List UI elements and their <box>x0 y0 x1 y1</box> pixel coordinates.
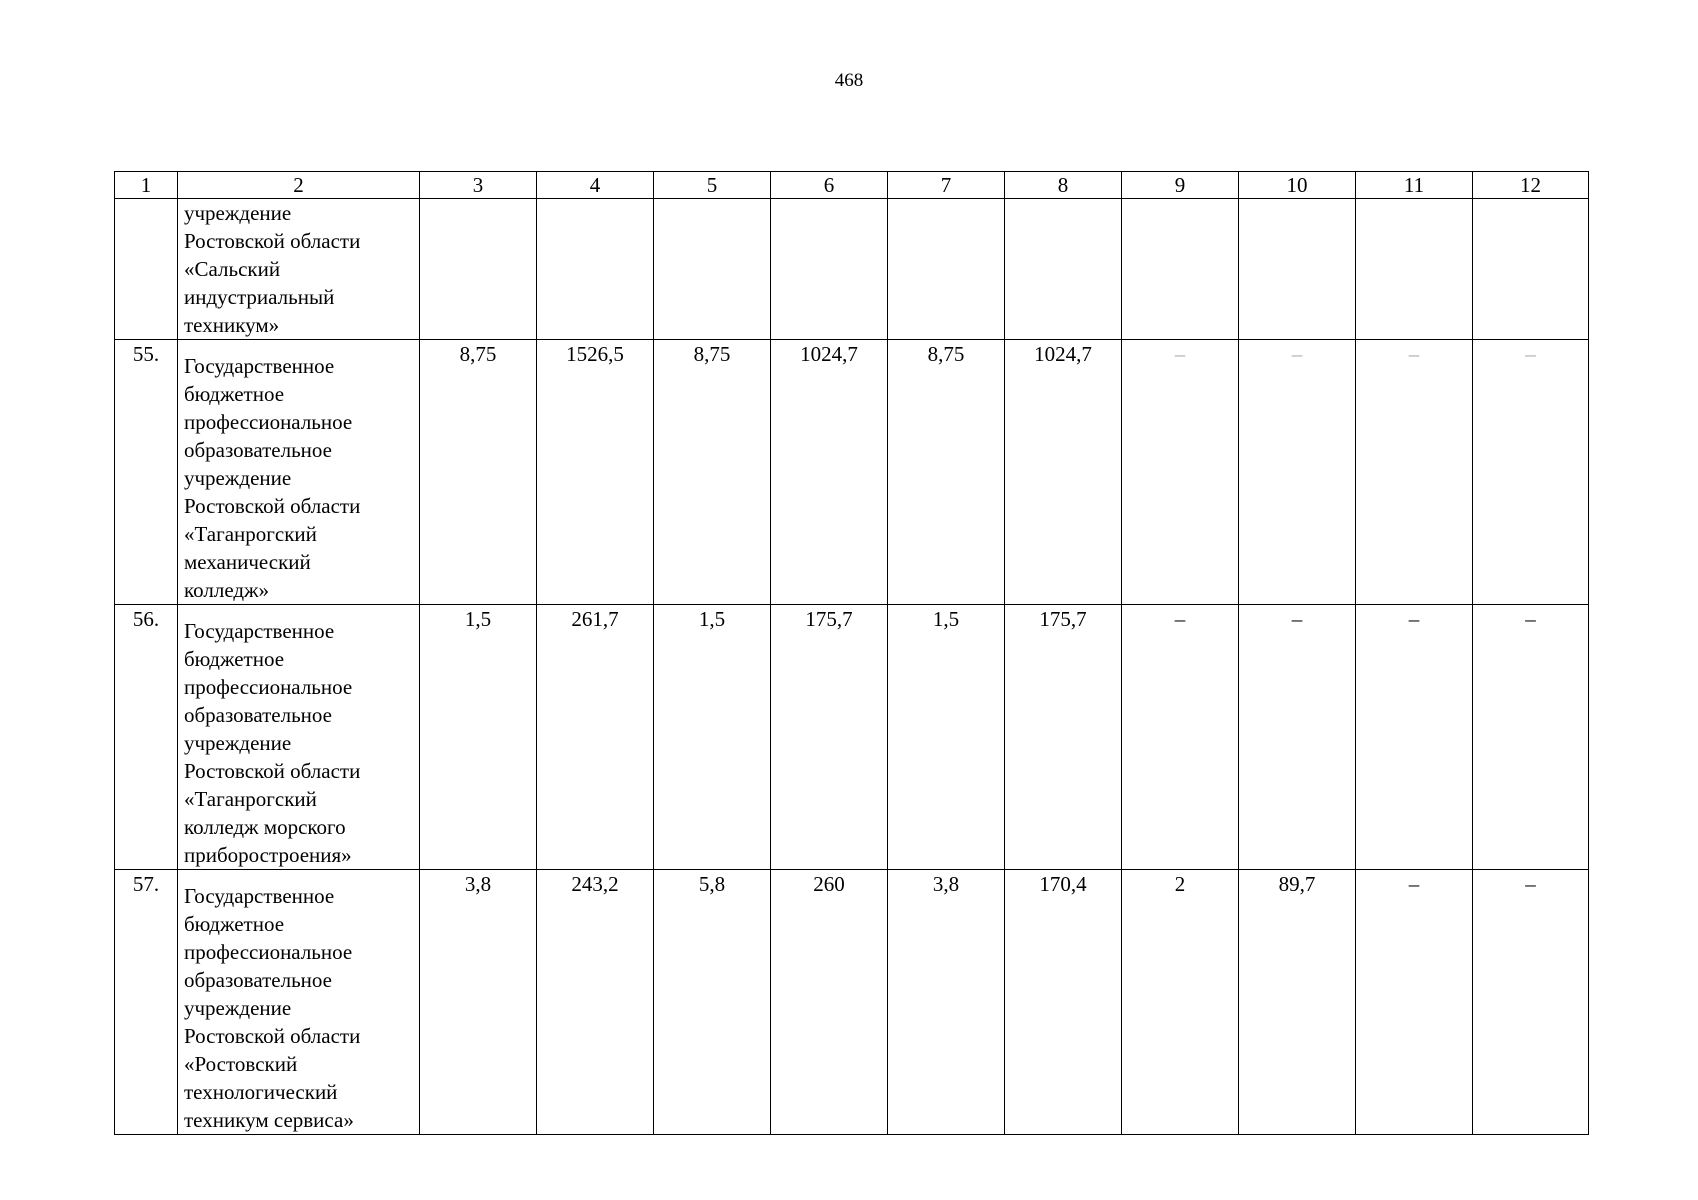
header-row <box>115 172 1589 199</box>
row-index: 55. <box>115 340 178 605</box>
column-header: 1 <box>115 172 178 199</box>
table-cell <box>1122 199 1239 340</box>
row-index: 56. <box>115 605 178 870</box>
table-cell: 260 <box>771 870 888 1135</box>
table-cell: – <box>1239 605 1356 870</box>
table-cell: 89,7 <box>1239 870 1356 1135</box>
institution-name <box>178 199 420 340</box>
table-cell: 1,5 <box>888 605 1005 870</box>
table-cell: 170,4 <box>1005 870 1122 1135</box>
table-row <box>115 870 1589 1135</box>
table-cell <box>1239 199 1356 340</box>
table-cell: 1024,7 <box>1005 340 1122 605</box>
table-row-continuation <box>115 199 1589 340</box>
table-cell: 175,7 <box>771 605 888 870</box>
table-row <box>115 605 1589 870</box>
table-cell: – <box>1473 340 1589 605</box>
table-cell: – <box>1239 340 1356 605</box>
table-cell: 1,5 <box>420 605 537 870</box>
column-header: 5 <box>654 172 771 199</box>
column-header: 12 <box>1473 172 1589 199</box>
table-cell: 3,8 <box>420 870 537 1135</box>
column-header: 6 <box>771 172 888 199</box>
table-cell: 1526,5 <box>537 340 654 605</box>
table-cell: 175,7 <box>1005 605 1122 870</box>
column-header: 7 <box>888 172 1005 199</box>
column-header: 10 <box>1239 172 1356 199</box>
table-cell: 1024,7 <box>771 340 888 605</box>
table-cell: 8,75 <box>888 340 1005 605</box>
table-cell: 1,5 <box>654 605 771 870</box>
row-index: 57. <box>115 870 178 1135</box>
column-header: 3 <box>420 172 537 199</box>
column-header: 9 <box>1122 172 1239 199</box>
table-cell: 8,75 <box>654 340 771 605</box>
data-table <box>114 171 1589 1135</box>
institution-name-text: Государственное бюджетное профессиональное образовательное учреждение Ростовской области «Ростовский технологический техникум сервиса» <box>184 884 361 1132</box>
institution-name-text: учреждение Ростовской области «Сальский индустриальный техникум» <box>184 201 361 337</box>
table-cell <box>420 199 537 340</box>
table-cell: 3,8 <box>888 870 1005 1135</box>
institution-name-text: Государственное бюджетное профессиональное образовательное учреждение Ростовской области «Таганрогский колледж морского приборостроения» <box>184 619 361 867</box>
table-cell: 5,8 <box>654 870 771 1135</box>
column-header: 4 <box>537 172 654 199</box>
column-header: 11 <box>1356 172 1473 199</box>
table-cell: 2 <box>1122 870 1239 1135</box>
table-cell: – <box>1473 870 1589 1135</box>
page-number: 468 <box>834 70 864 91</box>
table-cell: – <box>1356 870 1473 1135</box>
column-header: 8 <box>1005 172 1122 199</box>
table-cell <box>1356 199 1473 340</box>
table-cell <box>888 199 1005 340</box>
table-cell <box>537 199 654 340</box>
table-cell <box>1473 199 1589 340</box>
institution-name-text: Государственное бюджетное профессиональное образовательное учреждение Ростовской области «Таганрогский механический колледж» <box>184 354 361 602</box>
table-cell <box>654 199 771 340</box>
institution-name <box>178 605 420 870</box>
table-cell <box>771 199 888 340</box>
institution-name <box>178 870 420 1135</box>
table-row <box>115 340 1589 605</box>
table-cell: – <box>1356 605 1473 870</box>
table-cell: – <box>1356 340 1473 605</box>
table-cell: – <box>1122 605 1239 870</box>
row-index <box>115 199 178 340</box>
column-header: 2 <box>178 172 420 199</box>
institution-name <box>178 340 420 605</box>
table-cell: – <box>1473 605 1589 870</box>
table-cell: – <box>1122 340 1239 605</box>
table-cell: 8,75 <box>420 340 537 605</box>
table-cell: 243,2 <box>537 870 654 1135</box>
table-cell <box>1005 199 1122 340</box>
table-cell: 261,7 <box>537 605 654 870</box>
